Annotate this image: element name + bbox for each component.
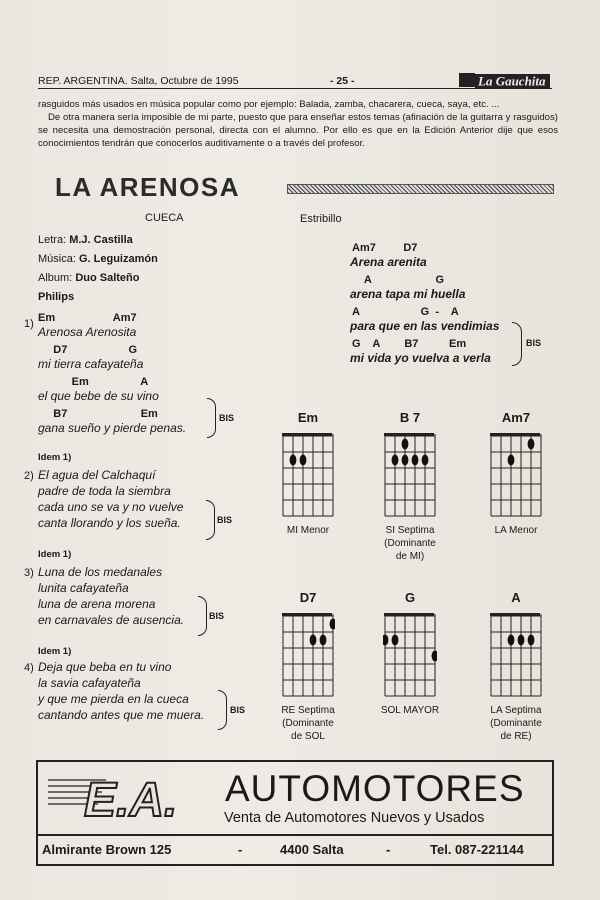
lyric-line: lunita cafayateña (38, 581, 129, 595)
header-rule (38, 88, 552, 89)
intro-paragraph: De otra manera sería imposible de mi parte, puesto que para enseñar estos temas (afinación de la guitarra y rasguidos) se necesita una demostración personal, directa con el alumno. Por ello es que en la Edición Anterior dije que esos conocimientos tendrán que conocerlos auditivamente o a través del profesor. (38, 112, 558, 149)
page-number: - 25 - (330, 75, 355, 87)
chord-diagram-caption: (Dominante (490, 718, 542, 729)
lyric-line: el que bebe de su vino (38, 389, 159, 403)
verse-number: 3) (24, 567, 34, 579)
chord-diagram-grid (383, 432, 437, 520)
chord-line: Am7 D7 (352, 242, 418, 254)
chord-diagram-caption: de MI) (395, 551, 425, 562)
credit-value: Duo Salteño (75, 272, 140, 284)
lyric-line: canta llorando y los sueña. (38, 516, 181, 530)
credit-album (38, 269, 158, 288)
verse-number: 4) (24, 662, 34, 674)
repeat-bracket (206, 500, 215, 540)
lyric-line: cantando antes que me muera. (38, 708, 205, 722)
verse-number: 1) (24, 318, 34, 330)
chord-diagram-grid (383, 612, 437, 700)
bis-label: BIS (217, 515, 233, 525)
ad-subtitle: Venta de Automotores Nuevos y Usados (224, 810, 485, 826)
lyric-line: padre de toda la siembra (38, 484, 171, 498)
chord-line: B7 Em (38, 408, 158, 420)
repeat-bracket (198, 596, 207, 636)
chord-diagram-caption: (Dominante (384, 538, 436, 549)
finger-dot (528, 439, 535, 450)
finger-dot (508, 455, 515, 466)
song-credits (38, 231, 158, 307)
chord-line: A G (352, 274, 445, 286)
chord-diagram-caption: LA Septima (490, 705, 542, 716)
intro-text (38, 98, 558, 150)
lyric-line: luna de arena morena (38, 597, 156, 611)
ad-address: Almirante Brown 125 (42, 842, 172, 857)
credit-value: Philips (38, 291, 75, 303)
advertisement (36, 760, 554, 866)
chord-diagram-caption: MI Menor (286, 525, 330, 536)
idem-label: Idem 1) (38, 549, 72, 560)
credit-musica (38, 250, 158, 269)
chord-diagram-caption: RE Septima (281, 705, 335, 716)
lyric-line: para que en las vendimias (350, 319, 500, 333)
lyric-line: arena tapa mi huella (350, 287, 466, 301)
chord-diagram-name: Em (297, 410, 319, 425)
song-title: LA ARENOSA (55, 172, 240, 202)
finger-dot (290, 455, 297, 466)
svg-text:La Gauchita: La Gauchita (478, 73, 546, 89)
finger-dot (383, 635, 388, 646)
bis-label: BIS (230, 705, 246, 715)
finger-dot (518, 635, 525, 646)
lyric-line: Arena arenita (350, 255, 427, 269)
ad-phone: Tel. 087-221144 (430, 842, 524, 857)
finger-dot (392, 635, 399, 646)
ad-separator: - (386, 842, 391, 857)
intro-line: rasguidos más usados en música popular como por ejemplo: Balada, zamba, chacarera, cueca, saya, etc. ... (38, 99, 500, 110)
chord-diagram-name: D7 (299, 590, 317, 605)
chord-diagram-grid (489, 432, 543, 520)
lyric-line: El agua del Calchaquí (38, 468, 156, 482)
credit-value: G. Leguizamón (78, 253, 158, 265)
ea-logo-icon (46, 768, 216, 824)
credit-label: Letra: (38, 234, 67, 246)
title-decoration (287, 184, 554, 194)
idem-label: Idem 1) (38, 646, 72, 657)
finger-dot (300, 455, 307, 466)
finger-dot (310, 635, 317, 646)
chord-diagram-grid (281, 432, 335, 520)
chord-diagram-name: G (404, 590, 416, 605)
repeat-bracket (207, 398, 216, 438)
finger-dot (432, 651, 437, 662)
bis-label: BIS (209, 611, 225, 621)
header-location-date: REP. ARGENTINA. Salta, Octubre de 1995 (38, 75, 239, 87)
finger-dot (320, 635, 327, 646)
song-genre: CUECA (145, 212, 184, 224)
chord-diagram-grid (489, 612, 543, 700)
credit-letra (38, 231, 158, 250)
chord-line: Em Am7 (38, 312, 137, 324)
ad-city: 4400 Salta (280, 842, 344, 857)
chord-diagram-name: A (511, 590, 521, 605)
lyric-line: mi vida yo vuelva a verla (350, 351, 491, 365)
logo-text: E.A. (84, 774, 178, 824)
lyric-line: gana sueño y pierde penas. (38, 421, 187, 435)
credit-label: Música: (38, 253, 76, 265)
ad-separator: - (238, 842, 243, 857)
chord-diagram-caption: de SOL (291, 731, 325, 742)
finger-dot (412, 455, 419, 466)
chord-line: D7 G (38, 344, 138, 356)
lyric-line: Arenosa Arenosita (38, 325, 137, 339)
finger-dot (528, 635, 535, 646)
lyric-line: en carnavales de ausencia. (38, 613, 185, 627)
verse-number: 2) (24, 470, 34, 482)
idem-label: Idem 1) (38, 452, 72, 463)
lyric-line: la savia cafayateña (38, 676, 141, 690)
lyric-line: Deja que beba en tu vino (38, 660, 172, 674)
page-header (38, 73, 552, 89)
chord-diagram-caption: de RE) (500, 731, 532, 742)
finger-dot (330, 619, 335, 630)
chord-diagram-name: Am7 (501, 410, 531, 425)
ad-rule (38, 834, 552, 836)
finger-dot (402, 439, 409, 450)
estribillo-label: Estribillo (300, 213, 342, 225)
lyric-line: mi tierra cafayateña (38, 357, 144, 371)
finger-dot (392, 455, 399, 466)
repeat-bracket (218, 690, 227, 730)
chord-diagram-grid (281, 612, 335, 700)
credit-label-philips (38, 288, 158, 307)
finger-dot (422, 455, 429, 466)
credit-value: M.J. Castilla (69, 234, 133, 246)
finger-dot (508, 635, 515, 646)
chord-line: A G - A (352, 306, 459, 318)
chord-diagram-caption: LA Menor (494, 525, 538, 536)
bis-label: BIS (526, 338, 542, 348)
lyric-line: cada uno se va y no vuelve (38, 500, 184, 514)
chord-diagram-name: B 7 (399, 410, 421, 425)
bis-label: BIS (219, 413, 235, 423)
chord-line: Em A (38, 376, 149, 388)
lyric-line: Luna de los medanales (38, 565, 163, 579)
lyric-line: y que me pierda en la cueca (38, 692, 189, 706)
chord-diagram-caption: (Dominante (282, 718, 334, 729)
chord-diagram-caption: SI Septima (385, 525, 435, 536)
chord-line: G A B7 Em (352, 338, 467, 350)
finger-dot (402, 455, 409, 466)
chord-diagram-caption: SOL MAYOR (380, 705, 440, 716)
repeat-bracket (512, 322, 522, 366)
ad-title: AUTOMOTORES (225, 768, 525, 809)
credit-label: Album: (38, 272, 73, 284)
